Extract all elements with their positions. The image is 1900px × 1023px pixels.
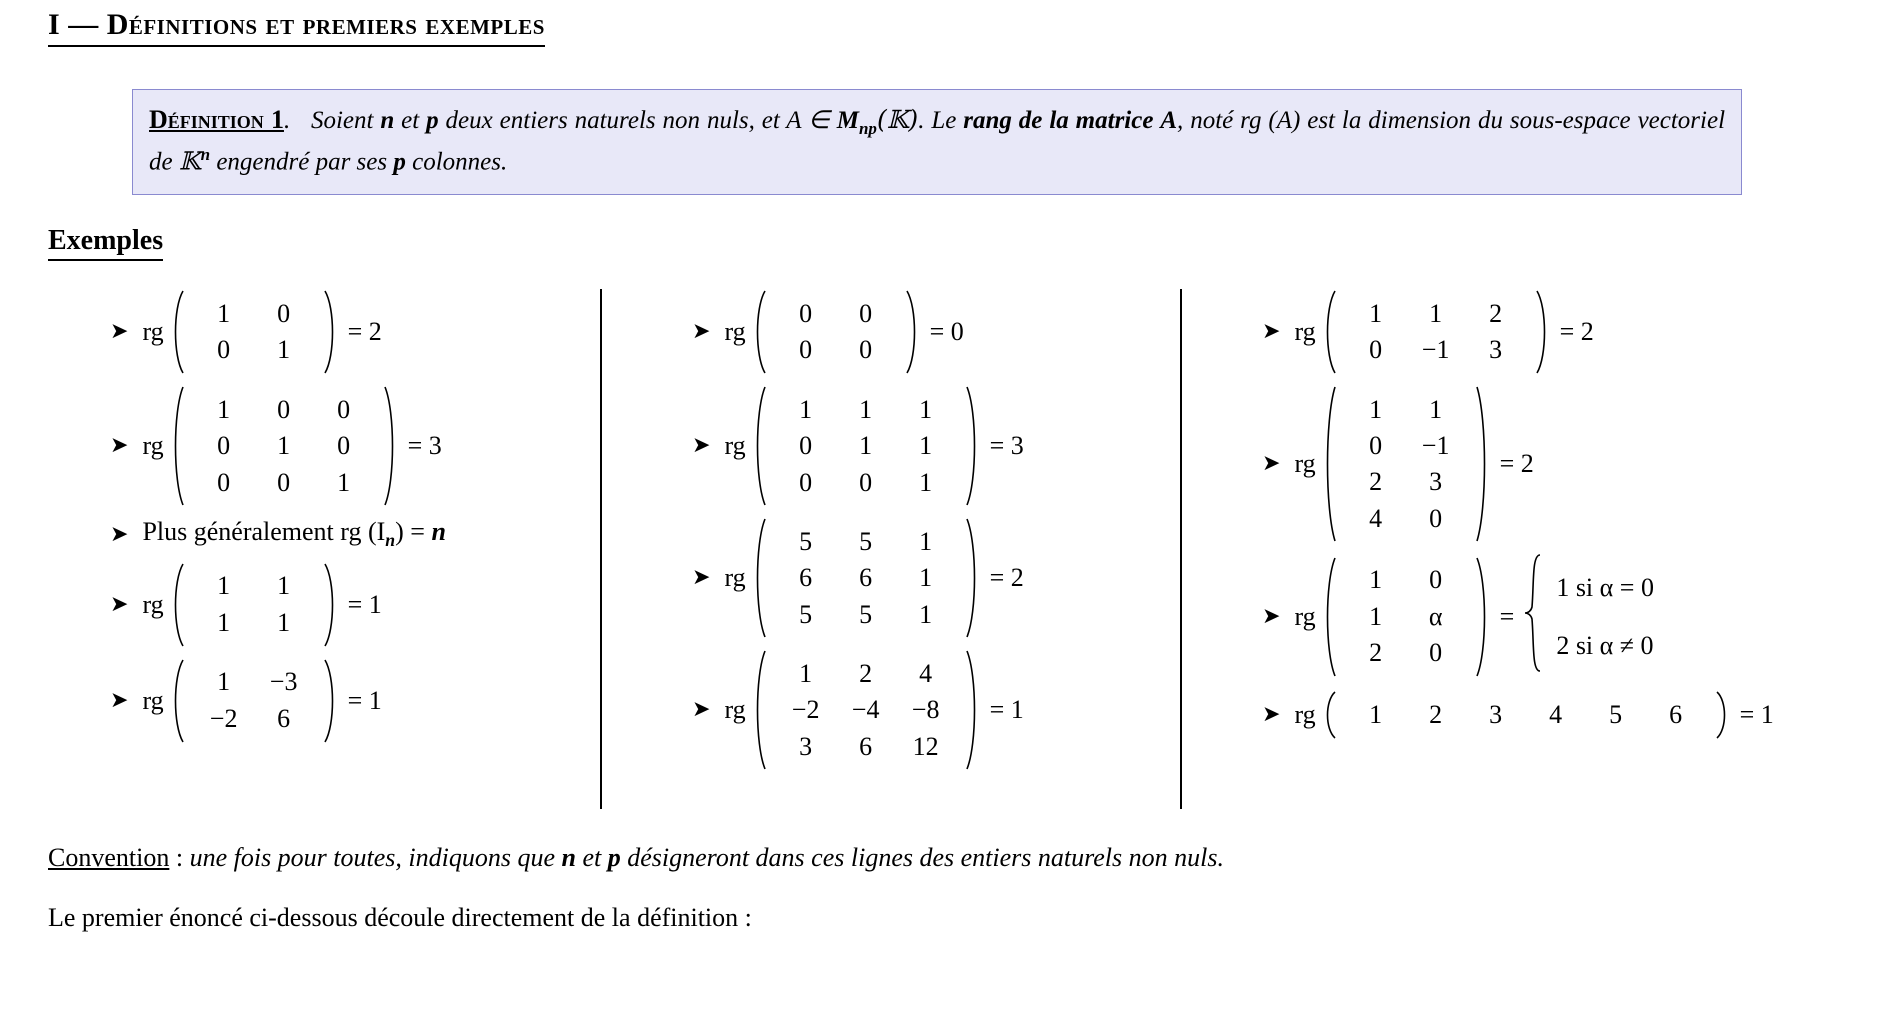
- bullet-icon: ➤: [110, 591, 129, 617]
- examples-column-1: [0, 289, 600, 809]
- left-paren: [170, 289, 186, 375]
- matrix-cell: 1: [277, 335, 291, 365]
- convention-var-p: p: [607, 843, 621, 873]
- example-item: [692, 385, 1180, 507]
- matrix-row: [1346, 428, 1466, 464]
- matrix-cell: 0: [1429, 638, 1443, 668]
- right-paren: [322, 658, 338, 744]
- matrix-cell: 5: [799, 599, 813, 629]
- matrix-cell: 1: [1369, 601, 1383, 631]
- definition-var-p2: p: [393, 148, 406, 176]
- section-heading-wrapper: [0, 0, 1900, 47]
- matrix-row: [776, 692, 956, 728]
- rank-result: = 1: [989, 695, 1024, 725]
- matrix-cell: 1: [1369, 565, 1383, 595]
- definition-var-p: p: [426, 107, 439, 134]
- matrix-row: [194, 296, 314, 332]
- matrix-cell: 1: [1369, 299, 1383, 329]
- definition-rg-A: rg (A): [1240, 107, 1301, 134]
- left-paren: [1322, 556, 1338, 678]
- matrix-row: [776, 560, 956, 596]
- matrix-cell: 0: [217, 335, 231, 365]
- matrix-row: [776, 428, 956, 464]
- definition-text-part1: Soient: [310, 107, 381, 134]
- matrix-cell: 2: [1429, 700, 1443, 730]
- matrix-cell: 1: [919, 467, 933, 497]
- rg-label: rg: [724, 431, 746, 461]
- matrix-row: [776, 656, 956, 692]
- definition-text-part5: est la dimension du sous-espace vectoriel de: [149, 107, 1726, 176]
- examples-columns: [0, 289, 1900, 809]
- matrix-row: [776, 729, 956, 765]
- matrix-cell: 0: [1369, 431, 1383, 461]
- matrix-body: [768, 654, 964, 767]
- bullet-icon: ➤: [1262, 451, 1281, 477]
- definition-script-M-sub: np: [858, 119, 877, 138]
- rg-label: rg: [1294, 449, 1316, 479]
- bullet-icon: ➤: [110, 687, 129, 713]
- matrix: [170, 385, 398, 507]
- matrix-row: [194, 392, 374, 428]
- matrix-cell: 0: [859, 467, 873, 497]
- matrix-cell: 1: [1369, 700, 1383, 730]
- bullet-icon: ➤: [110, 433, 129, 459]
- rank-result: = 0: [929, 317, 964, 347]
- right-paren: [322, 562, 338, 648]
- matrix-row: [776, 332, 896, 368]
- convention-label: Convention: [48, 843, 170, 873]
- left-paren: [752, 517, 768, 639]
- matrix-cell: 1: [859, 394, 873, 424]
- right-paren: [964, 517, 980, 639]
- definition-var-n: n: [380, 107, 395, 134]
- examples-column-3: [1180, 289, 1880, 809]
- matrix-cell: −4: [851, 695, 880, 725]
- matrix-body: [186, 390, 382, 503]
- definition-text-part4: , noté: [1177, 107, 1241, 134]
- matrix-body: [768, 390, 964, 503]
- left-paren: [1322, 385, 1338, 543]
- example-item: [692, 649, 1180, 771]
- convention-text2: désigneront dans ces lignes des entiers naturels non nuls.: [620, 843, 1224, 873]
- rank-result: = 2: [1499, 449, 1534, 479]
- rank-result: = 1: [347, 685, 382, 715]
- matrix-cell: 1: [277, 607, 291, 637]
- matrix-cell: 0: [1429, 503, 1443, 533]
- closing-line: Le premier énoncé ci-dessous découle directement de la définition :: [48, 903, 752, 933]
- matrix: [752, 289, 920, 375]
- matrix-cell: 3: [1429, 467, 1443, 497]
- matrix-cell: 4: [1369, 503, 1383, 533]
- examples-column-2: [600, 289, 1180, 809]
- examples-heading-wrapper: [0, 195, 1900, 261]
- rank-result: = 2: [1559, 317, 1594, 347]
- matrix-cell: 2: [1369, 638, 1383, 668]
- matrix-cell: 1: [919, 599, 933, 629]
- matrix-cell: α: [1428, 601, 1443, 631]
- rg-label: rg: [724, 695, 746, 725]
- matrix-row: [1346, 697, 1706, 733]
- definition-box: [132, 89, 1742, 195]
- rank-result: = 1: [347, 589, 382, 619]
- example-item: [1262, 553, 1880, 680]
- rg-label: rg: [142, 685, 164, 715]
- matrix: [170, 562, 338, 648]
- rg-label: rg: [1294, 317, 1316, 347]
- bullet-icon: ➤: [1262, 702, 1281, 728]
- definition-text-part3: . Le: [918, 107, 964, 134]
- matrix: [1322, 289, 1550, 375]
- right-paren: [322, 289, 338, 375]
- rg-label: rg: [724, 563, 746, 593]
- matrix-cell: 1: [277, 431, 291, 461]
- rg-label: rg: [1294, 700, 1316, 730]
- matrix-cell: 1: [337, 467, 351, 497]
- matrix-cell: 1: [919, 394, 933, 424]
- convention-and: et: [575, 843, 608, 873]
- left-paren: [752, 385, 768, 507]
- matrix-row: [1346, 599, 1466, 635]
- matrix: [752, 385, 980, 507]
- example-item: [110, 562, 600, 648]
- right-paren: [1474, 385, 1490, 543]
- matrix-cell: 0: [277, 299, 291, 329]
- matrix-cell: 6: [859, 563, 873, 593]
- matrix-cell: 0: [277, 394, 291, 424]
- matrix: [1322, 385, 1490, 543]
- left-paren: [752, 289, 768, 375]
- definition-text-part6: engendré par ses: [210, 148, 394, 176]
- matrix-cell: 5: [1609, 700, 1623, 730]
- matrix-row: [194, 568, 314, 604]
- example-item: [1262, 385, 1880, 543]
- example-item: [110, 385, 600, 507]
- definition-label-period: .: [283, 107, 291, 134]
- case-line-2: 2 si α ≠ 0: [1556, 630, 1654, 660]
- definition-script-M: M: [836, 107, 859, 134]
- matrix-cell: 0: [799, 431, 813, 461]
- right-paren: [1474, 556, 1490, 678]
- matrix-cell: 1: [217, 299, 231, 329]
- matrix-row: [1346, 296, 1526, 332]
- matrix-cell: 12: [912, 731, 939, 761]
- right-paren: [1714, 690, 1730, 740]
- matrix-cell: −2: [791, 695, 820, 725]
- rank-result: = 1: [1739, 700, 1774, 730]
- matrix-body: [186, 566, 322, 643]
- matrix-cell: 3: [1489, 700, 1503, 730]
- definition-label: Définition 1: [149, 105, 284, 134]
- matrix: [1322, 556, 1490, 678]
- convention-separator: :: [169, 843, 190, 873]
- matrix-cell: −2: [209, 703, 238, 733]
- matrix-cell: 0: [799, 335, 813, 365]
- rg-label: rg: [142, 317, 164, 347]
- example-item: [110, 289, 600, 375]
- matrix-row: [1346, 562, 1466, 598]
- example-item: [1262, 690, 1880, 740]
- section-dash: —: [68, 8, 99, 41]
- matrix-body: [1338, 390, 1474, 539]
- definition-in-symbol: ∈: [801, 107, 837, 134]
- matrix-cell: 1: [277, 571, 291, 601]
- matrix-row: [194, 332, 314, 368]
- matrix-cell: 6: [859, 731, 873, 761]
- matrix-body: [1338, 294, 1534, 371]
- matrix-cell: 6: [277, 703, 291, 733]
- matrix-cell: 1: [919, 563, 933, 593]
- matrix-row: [194, 465, 374, 501]
- matrix-body: [1338, 695, 1714, 735]
- section-number: I: [48, 8, 61, 41]
- right-paren: [964, 385, 980, 507]
- matrix-cell: 5: [859, 599, 873, 629]
- matrix-cell: 5: [799, 526, 813, 556]
- matrix-cell: 1: [919, 526, 933, 556]
- matrix-cell: −1: [1421, 431, 1450, 461]
- definition-text-part7: colonnes.: [405, 148, 508, 176]
- matrix-cell: 6: [799, 563, 813, 593]
- matrix-row: [1346, 501, 1466, 537]
- matrix-cell: 2: [1369, 467, 1383, 497]
- matrix-cell: 4: [1549, 700, 1563, 730]
- matrix-body: [768, 294, 904, 371]
- matrix-cell: 0: [337, 394, 351, 424]
- matrix-row: [776, 465, 956, 501]
- matrix-cell: 0: [217, 431, 231, 461]
- matrix-cell: 1: [217, 667, 231, 697]
- matrix-row: [776, 296, 896, 332]
- right-paren: [382, 385, 398, 507]
- matrix: [170, 289, 338, 375]
- matrix-cell: 0: [799, 467, 813, 497]
- cases-group: [1522, 553, 1654, 680]
- matrix-row: [194, 664, 314, 700]
- rank-result: = 2: [347, 317, 382, 347]
- right-paren: [1534, 289, 1550, 375]
- matrix-cell: 1: [1369, 394, 1383, 424]
- definition-Kn: 𝕂: [178, 146, 201, 176]
- rg-label: rg: [1294, 601, 1316, 631]
- right-paren: [904, 289, 920, 375]
- matrix-cell: 5: [859, 526, 873, 556]
- matrix-cell: 0: [1429, 565, 1443, 595]
- matrix-cell: 1: [859, 431, 873, 461]
- matrix-row: [194, 605, 314, 641]
- matrix-row: [1346, 332, 1526, 368]
- bullet-icon: ➤: [110, 319, 129, 345]
- matrix: [170, 658, 338, 744]
- bullet-icon: ➤: [692, 319, 711, 345]
- left-paren: [170, 562, 186, 648]
- matrix-cell: 1: [919, 431, 933, 461]
- convention-line: [48, 843, 1900, 873]
- matrix-cell: 0: [217, 467, 231, 497]
- rank-result: =: [1499, 601, 1515, 631]
- matrix-cell: 1: [1429, 299, 1443, 329]
- matrix-cell: 3: [799, 731, 813, 761]
- bullet-icon: ➤: [692, 697, 711, 723]
- left-paren: [170, 658, 186, 744]
- page-title: [48, 8, 545, 47]
- matrix-body: [768, 522, 964, 635]
- definition-Kn-sup: n: [200, 145, 211, 165]
- definition-bold-A: A: [1160, 107, 1178, 134]
- matrix-row: [776, 524, 956, 560]
- matrix: [1322, 690, 1730, 740]
- bullet-icon: ➤: [692, 433, 711, 459]
- bullet-icon: ➤: [1262, 603, 1281, 629]
- definition-field: (𝕂): [876, 105, 919, 134]
- matrix-body: [186, 294, 322, 371]
- rg-label: rg: [142, 431, 164, 461]
- matrix-cell: 0: [799, 299, 813, 329]
- left-paren: [170, 385, 186, 507]
- rank-result: = 3: [989, 431, 1024, 461]
- case-line-1: 1 si α = 0: [1556, 572, 1654, 602]
- matrix-row: [776, 597, 956, 633]
- bullet-icon: ➤: [692, 565, 711, 591]
- rg-label: rg: [724, 317, 746, 347]
- matrix-cell: −8: [911, 695, 940, 725]
- example-item: [1262, 289, 1880, 375]
- matrix-cell: 2: [859, 658, 873, 688]
- definition-text-part2: deux entiers naturels non nuls, et: [438, 107, 787, 134]
- bullet-icon: ➤: [1262, 319, 1281, 345]
- definition-bold-rang: rang de la matrice: [963, 107, 1154, 134]
- matrix-cell: 0: [277, 467, 291, 497]
- rank-result: = 3: [407, 431, 442, 461]
- example-item: [110, 658, 600, 744]
- matrix-cell: 0: [859, 299, 873, 329]
- section-title-text: Définitions et premiers exemples: [106, 8, 545, 41]
- matrix-cell: 0: [1369, 335, 1383, 365]
- matrix-cell: 6: [1669, 700, 1683, 730]
- matrix-cell: 1: [217, 571, 231, 601]
- left-paren: [1322, 289, 1338, 375]
- matrix-row: [194, 701, 314, 737]
- bullet-icon: ➤: [110, 521, 129, 547]
- left-brace: [1522, 553, 1544, 680]
- convention-text1: une fois pour toutes, indiquons que: [189, 843, 562, 873]
- matrix-row: [1346, 635, 1466, 671]
- left-paren: [1322, 690, 1338, 740]
- matrix: [752, 517, 980, 639]
- matrix-cell: 0: [859, 335, 873, 365]
- matrix-cell: 2: [1489, 299, 1503, 329]
- example-text: Plus généralement rg $(I_n) = n$: [142, 517, 446, 551]
- matrix-cell: 3: [1489, 335, 1503, 365]
- matrix-cell: 0: [337, 431, 351, 461]
- example-item: [110, 517, 600, 551]
- rg-label: rg: [142, 589, 164, 619]
- definition-text-and: et: [394, 107, 427, 134]
- matrix: [752, 649, 980, 771]
- matrix-cell: −1: [1421, 335, 1450, 365]
- left-paren: [752, 649, 768, 771]
- example-item: [692, 289, 1180, 375]
- matrix-cell: −3: [269, 667, 298, 697]
- matrix-row: [194, 428, 374, 464]
- matrix-row: [1346, 464, 1466, 500]
- matrix-cell: 4: [919, 658, 933, 688]
- matrix-cell: 1: [217, 607, 231, 637]
- example-item: [692, 517, 1180, 639]
- matrix-body: [1338, 560, 1474, 673]
- matrix-row: [776, 392, 956, 428]
- matrix-row: [1346, 392, 1466, 428]
- matrix-body: [186, 662, 322, 739]
- examples-heading: Exemples: [48, 225, 163, 261]
- convention-var-n: n: [561, 843, 576, 873]
- rank-result: = 2: [989, 563, 1024, 593]
- right-paren: [964, 649, 980, 771]
- definition-var-A: A: [786, 107, 802, 134]
- matrix-cell: 1: [217, 394, 231, 424]
- matrix-cell: 1: [1429, 394, 1443, 424]
- matrix-cell: 1: [799, 394, 813, 424]
- matrix-cell: 1: [799, 658, 813, 688]
